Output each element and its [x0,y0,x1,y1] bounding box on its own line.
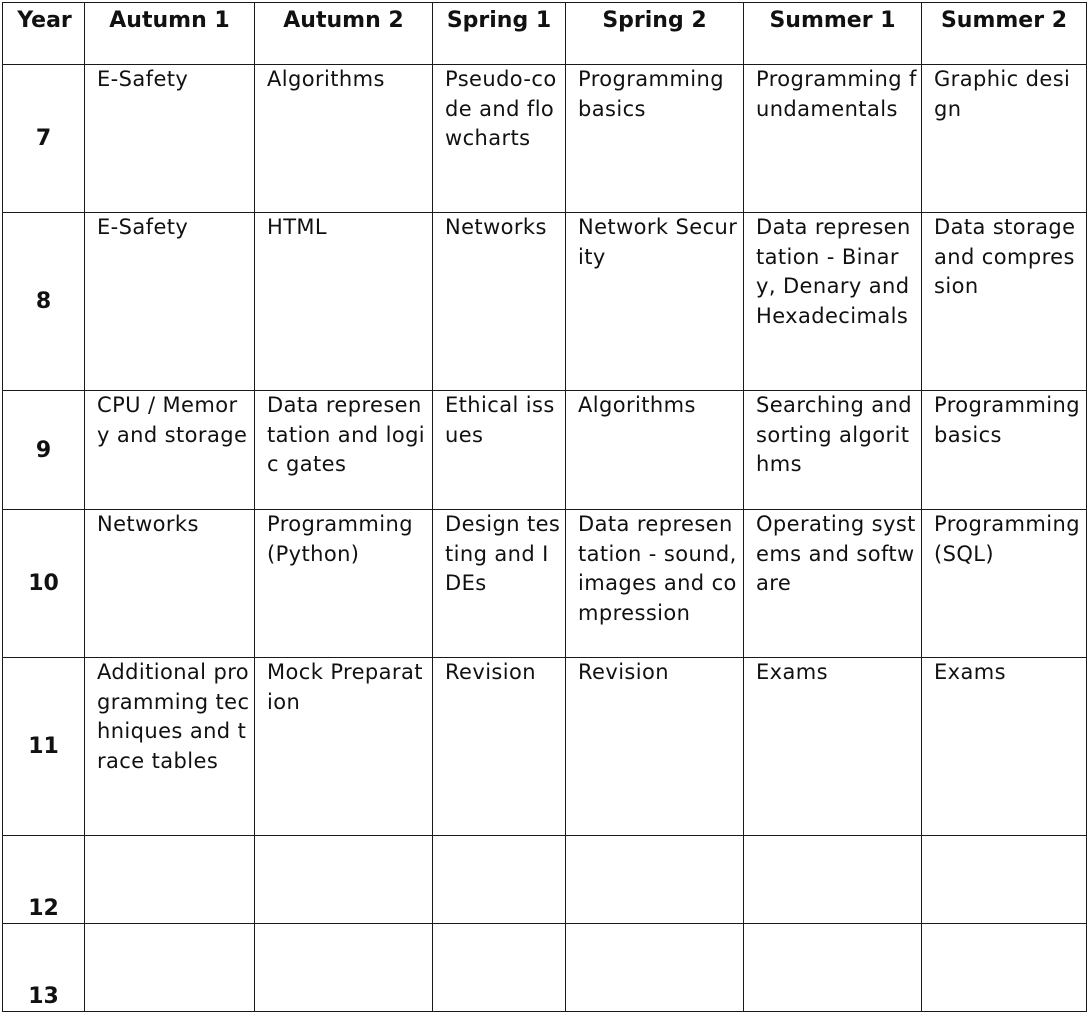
table-cell [922,836,1087,924]
table-cell [255,836,433,924]
table-cell [744,836,922,924]
table-cell: Exams [744,658,922,836]
table-cell: Algorithms [255,65,433,213]
table-cell [85,836,255,924]
header-summer-2: Summer 2 [922,3,1087,65]
table-cell: Programming basics [566,65,744,213]
table-cell [255,924,433,1012]
table-row [3,65,1087,213]
table-cell [433,924,566,1012]
table-cell: Programming basics [922,391,1087,510]
table-cell: Data representation - sound, images and compression [566,510,744,658]
table-cell [744,924,922,1012]
table-cell: Programming (Python) [255,510,433,658]
table-cell: Data representation - Binary, Denary and Hexadecimals [744,213,922,391]
table-cell: Exams [922,658,1087,836]
table-cell: E-Safety [85,65,255,213]
table-cell: Operating systems and software [744,510,922,658]
year-cell: 10 [3,510,85,658]
header-autumn-1: Autumn 1 [85,3,255,65]
header-row [3,3,1087,65]
table-cell: Searching and sorting algorithms [744,391,922,510]
table-cell: Mock Preparation [255,658,433,836]
table-cell: Data storage and compression [922,213,1087,391]
header-spring-1: Spring 1 [433,3,566,65]
year-cell: 11 [3,658,85,836]
table-row [3,658,1087,836]
table-cell: Data representation and logic gates [255,391,433,510]
table-cell: Design testing and IDEs [433,510,566,658]
header-summer-1: Summer 1 [744,3,922,65]
table-cell: Ethical issues [433,391,566,510]
table-cell [922,924,1087,1012]
table-cell: Algorithms [566,391,744,510]
table-cell: Revision [433,658,566,836]
table-cell: Networks [85,510,255,658]
year-cell: 7 [3,65,85,213]
table-row [3,510,1087,658]
table-row [3,391,1087,510]
year-cell: 13 [3,924,85,1012]
table-cell: HTML [255,213,433,391]
table-cell: Additional programming techniques and trace tables [85,658,255,836]
year-cell: 12 [3,836,85,924]
table-cell: Network Security [566,213,744,391]
header-year: Year [3,3,85,65]
table-cell: Programming fundamentals [744,65,922,213]
table-row [3,924,1087,1012]
table-cell [566,924,744,1012]
table-cell: Networks [433,213,566,391]
table-cell: CPU / Memory and storage [85,391,255,510]
curriculum-table [2,2,1087,1012]
table-cell: Graphic design [922,65,1087,213]
table-cell [85,924,255,1012]
table-cell [566,836,744,924]
table-cell: Pseudo-code and flowcharts [433,65,566,213]
header-spring-2: Spring 2 [566,3,744,65]
table-cell: E-Safety [85,213,255,391]
table-cell: Revision [566,658,744,836]
table-row [3,836,1087,924]
header-autumn-2: Autumn 2 [255,3,433,65]
year-cell: 8 [3,213,85,391]
table-cell [433,836,566,924]
table-cell: Programming (SQL) [922,510,1087,658]
year-cell: 9 [3,391,85,510]
table-row [3,213,1087,391]
